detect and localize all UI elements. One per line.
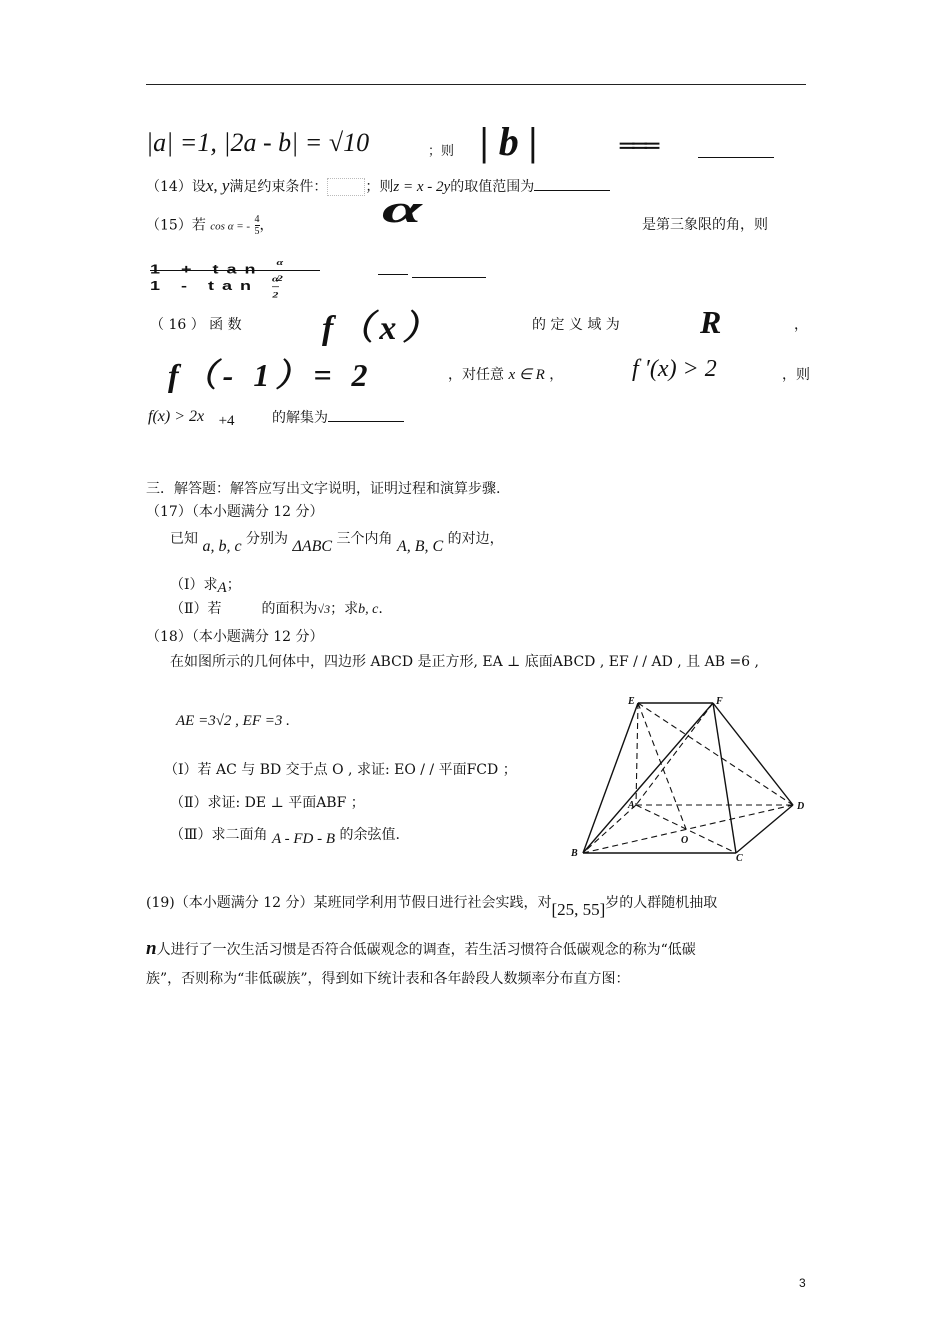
q16-inequality-row: f(x) > 2x +4: [148, 408, 235, 429]
answer-blank-13[interactable]: [698, 156, 774, 158]
abs-b-large: | b |: [480, 119, 538, 164]
equals-dash: [378, 274, 408, 275]
edge-FC: [713, 703, 736, 853]
q16-solution-set: 的解集为: [272, 407, 404, 427]
q19-line1: (19)（本小题满分 12 分）某班同学利用节假日进行社会实践，对[25, 55]岁的人群随机抽取: [146, 895, 718, 919]
constraint-image-placeholder: [327, 178, 365, 196]
edge-FB: [583, 703, 713, 853]
q16-label: （ 16 ） 函 数: [150, 317, 242, 333]
q19-line2: n人进行了一次生活习惯是否符合低碳观念的调查，若生活习惯符合低碳观念的称为“低碳: [146, 938, 696, 959]
q17-label: （17）（本小题满分 12 分）: [146, 504, 324, 520]
label-O: O: [681, 835, 689, 846]
q18-label: （18）（本小题满分 12 分）: [146, 629, 324, 645]
q19-line3: 族”，否则称为“非低碳族”，得到如下统计表和各年龄段人数频率分布直方图：: [146, 971, 630, 987]
q17-intro: 已知 a, b, c 分别为 ΔABC 三个内角 A, B, C 的对边，: [170, 531, 504, 555]
q18-part1: （Ⅰ）若 AC 与 BD 交于点 O , 求证: EO / / 平面FCD ；: [164, 762, 517, 778]
q16-fx-large: f（x）: [322, 310, 443, 347]
edge-EB: [583, 703, 638, 853]
answer-blank-14[interactable]: [534, 189, 610, 191]
q18-part3: （Ⅲ）求二面角 A - FD - B 的余弦值.: [170, 827, 400, 847]
q15-big-fraction: 1 + tan $\frac{\alpha}{2}$ 1 - tan $\frac{\alpha}{2}$: [150, 248, 370, 293]
q17-part2: （Ⅱ）若 的面积为√3；求b, c.: [170, 601, 383, 617]
geometry-figure: [568, 693, 813, 863]
label-B: B: [571, 848, 578, 859]
q16-comma: ，: [794, 317, 808, 333]
q15-third-quadrant: 是第三象限的角，则: [642, 217, 768, 233]
q16-R-large: R: [700, 304, 722, 340]
section-3-title: 三．解答题：解答应写出文字说明，证明过程和演算步骤.: [146, 481, 501, 497]
header-rule: [146, 84, 806, 85]
q14-row: （14）设x, y满足约束条件： ；则z = x - 2y的取值范围为: [146, 176, 610, 196]
edge-EO: [638, 703, 686, 829]
q17-part1: （Ⅰ）求A；: [170, 577, 241, 596]
equals-sign: ═══: [620, 132, 658, 160]
edge-FA: [636, 703, 713, 805]
q16-domain-text: 的 定 义 域 为: [532, 317, 620, 333]
q18-conditions: AE =3√2 , EF =3 .: [176, 713, 290, 729]
q16-for-any: ，对任意 x ∈ R ，: [448, 367, 564, 383]
answer-blank-16[interactable]: [328, 420, 404, 422]
then-text: ；则: [428, 144, 455, 159]
q16-then: ，则: [782, 367, 810, 383]
label-A: A: [628, 800, 635, 811]
q16-f-minus1-large: f（- 1）= 2: [168, 357, 374, 393]
edge-FD: [713, 703, 793, 805]
label-F: F: [716, 696, 723, 707]
q16-fprime: f ′(x) > 2: [632, 356, 717, 382]
edge-CD: [736, 805, 793, 853]
q15-row: （15）若 cos α = - $\frac{4}{5}$ ，: [146, 214, 274, 237]
q18-part2: （Ⅱ）求证: DE ⊥ 平面ABF ；: [170, 795, 365, 811]
q18-intro: 在如图所示的几何体中，四边形 ABCD 是正方形, EA ⊥ 底面ABCD , EF / / AD , 且 AB =6 ,: [170, 654, 759, 670]
answer-blank-15[interactable]: [412, 276, 486, 278]
edge-AB: [583, 805, 636, 853]
label-D: D: [797, 801, 805, 812]
alpha-large: α: [382, 186, 422, 231]
vector-condition: |a| =1, |2a - b| = √10: [146, 128, 370, 157]
page-number: 3: [799, 1276, 806, 1290]
label-C: C: [736, 853, 743, 863]
label-E: E: [628, 696, 635, 707]
